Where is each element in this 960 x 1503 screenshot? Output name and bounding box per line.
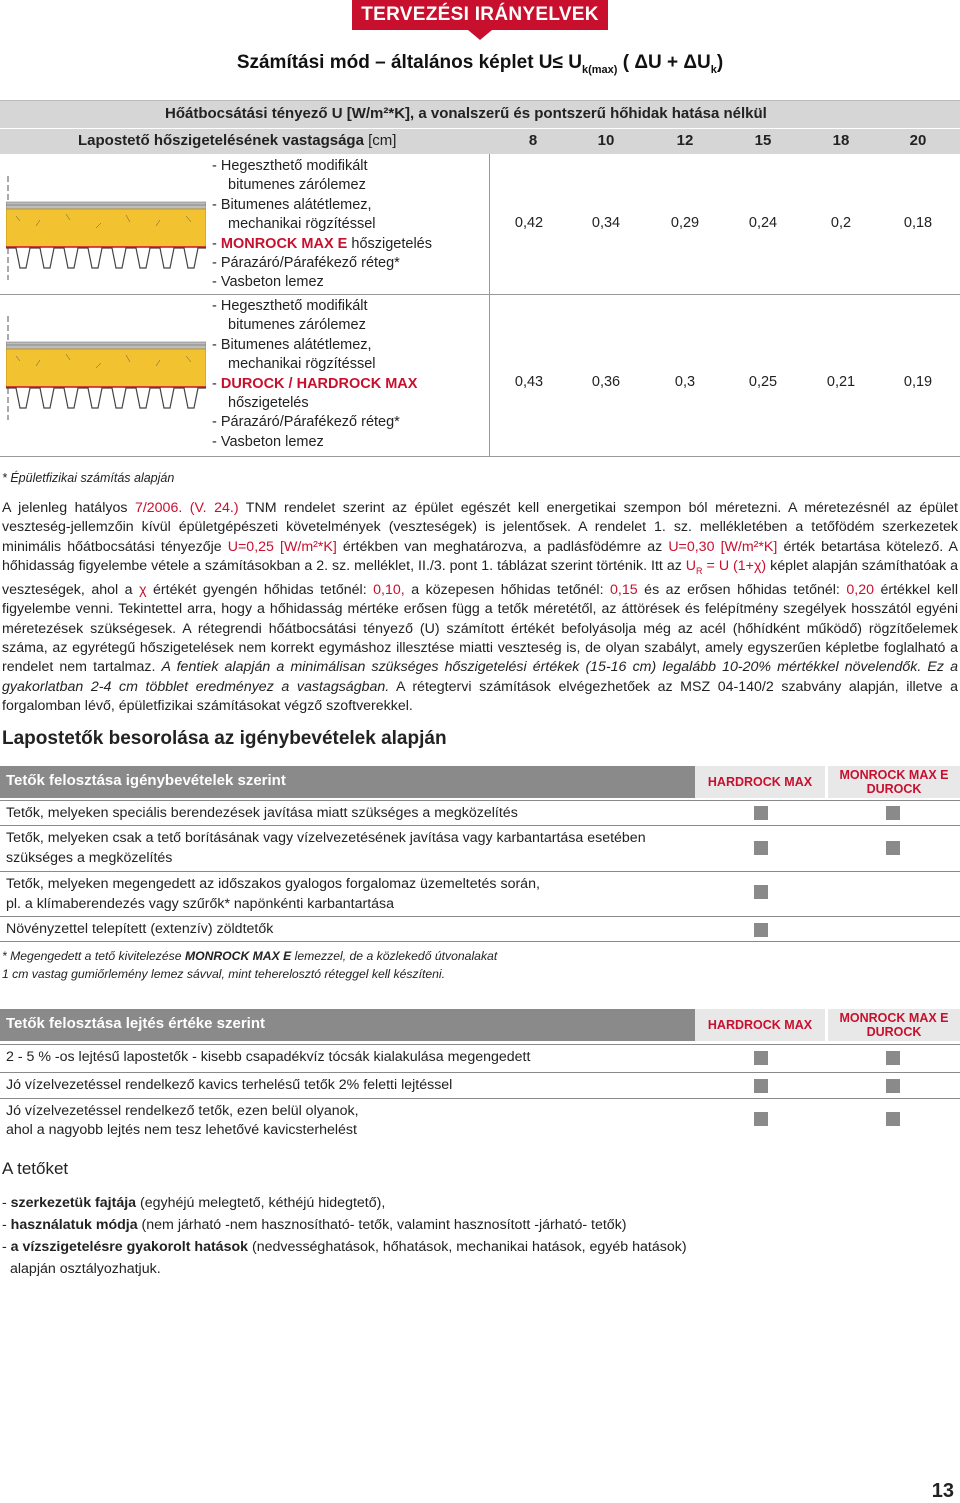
usage-table-header: Tetők felosztása igénybevételek szerint xyxy=(0,766,695,798)
slope-table-header: Tetők felosztása lejtés értéke szerint xyxy=(0,1009,695,1041)
formula-title: Számítási mód – általános képlet $U\le U_{k(max)}$ ( $\Delta U + \Delta U_k$) xyxy=(236,52,724,76)
section-title: Lapostetők besorolása az igénybevételek alapján xyxy=(2,728,447,749)
table-row: Tetők, melyeken speciális berendezések javítása miatt szükséges a megközelítés xyxy=(0,800,960,824)
col-hardrock: HARDROCK MAX xyxy=(695,766,825,798)
table-row: Jó vízelvezetéssel rendelkező kavics terhelésű tetők 2% feletti lejtéssel xyxy=(0,1072,960,1098)
thickness-15: 15 xyxy=(754,132,772,149)
list-item: - a vízszigetelésre gyakorolt hatások (nedvességhatások, hőhatások, mechanikai hatások, egyéb hatások) xyxy=(2,1239,687,1255)
thickness-10: 10 xyxy=(597,132,615,149)
header-notch xyxy=(468,30,492,40)
row-divider xyxy=(0,456,960,457)
body-paragraph: A jelenleg hatályos 7/2006. (V. 24.) TNM rendelet szerint az épület egészét kell energetikai szempon ból méretezni. A méretezésnél az épület veszteség-jellemzőin kívül épületgépészeti követelmények (veszteségek) is jelentősek. A rendelet 1. sz. mellékletében a tetőfödém szerkezetek minimális hőátbocsátási tényezője U=0,25 [W/m²*K] értékben van meghatározva, a padlásfödémre az U=0,30 [W/m²*K] érték betartása kötelező. A hőhidasság figyelembe vétele a számításokban a 2. sz. melléklet, II./3. pont 1. táblázat szerint történik. Itt az $U_R = U$ (1+χ) képlet alapján számíthatóak a veszteségek, ahol a χ értékét gyengén hőhidas tetőnél: 0,10, a közepesen hőhidas tetőnél: 0,15 és az erősen hőhidas tetőnél: 0,20 értékkel kell figyelembe venni. Tekintettel arra, hogy a hőhidasság mértéke erősen függ a tetők méretétől, az áttörések és felépítmény szegélyek hosszától egyéni méretezések szükségesek. A rétegrendi hőátbocsátási tényező (U) számított értékét befolyásolja még az acél (hőhídként működő) rögzítőelemek száma, az egyrétegű hőszigetelések nem korrekt egymáshoz illesztése miatti veszteség is, de olyan szabályt, amely egyszerűen képletbe foglalható a rendelet nem tartalmaz. A fentiek alapján a minimálisan szükséges hőszigetelési értékek (15-16 cm) legalább 10-20% mértékkel növelendők. Ez a gyakorlatban 2-4 cm többlet eredményez a vastagságban. A rétegtervi számítások elvégezhetőek az MSZ 04-140/2 szabvány alapján, illetve a forgalomban lévő, épületfizikai számításokat végző szoftverekkel. xyxy=(2,500,958,714)
roof-section-drawing-1 xyxy=(6,176,206,280)
thickness-label: Lapostető hőszigetelésének vastagsága [cm] xyxy=(78,132,397,149)
roof-section-drawing-2 xyxy=(6,316,206,420)
u-value-title-bar xyxy=(0,100,960,128)
check-square xyxy=(886,1079,900,1093)
thickness-bar xyxy=(0,128,960,154)
col-hardrock: HARDROCK MAX xyxy=(695,1009,825,1041)
table-row: Jó vízelvezetéssel rendelkező tetők, ezen belül olyanok, ahol a nagyobb lejtés nem tesz lehetővé kavicsterhelést xyxy=(0,1098,960,1142)
check-square xyxy=(754,1079,768,1093)
layers-row-1: - Hegeszthető modifikált bitumenes zárólemez - Bitumenes alátétlemez, mechanikai rögzítéssel - MONROCK MAX E hőszigetelés - Párazáró/Párafékező réteg* - Vasbeton lemez xyxy=(212,158,432,291)
check-square xyxy=(886,1051,900,1065)
table-row: Tetők, melyeken csak a tető borításának vagy vízelvezetésének javítása vagy karbantartása esetében szükséges a megközelítés xyxy=(0,825,960,870)
u-value-title: Hőátbocsátási tényező U [W/m²*K], a vonalszerű és pontszerű hőhidak hatása nélkül xyxy=(165,105,767,122)
thickness-12: 12 xyxy=(676,132,694,149)
classification-title: A tetőket xyxy=(2,1159,69,1178)
list-item: - használatuk módja (nem járható -nem hasznosítható- tetők, valamint hasznosított -járható- tetők) xyxy=(2,1217,627,1233)
row-divider xyxy=(0,294,960,295)
usage-footnote: * Megengedett a tető kivitelezése MONROCK MAX E lemezzel, de a közlekedő útvonalakat 1 cm vastag gumiőrlemény lemez sávval, mint teherelosztó réteggel kell készíteni. xyxy=(2,949,498,981)
check-square xyxy=(886,841,900,855)
col-monrock-durock: MONROCK MAX E DUROCK xyxy=(828,766,960,798)
table-row: 2 - 5 % -os lejtésű lapostetők - kisebb csapadékvíz tócsák kialakulása megengedett xyxy=(0,1044,960,1071)
page-number: 13 xyxy=(931,1480,954,1502)
section-header: TERVEZÉSI IRÁNYELVEK xyxy=(352,0,608,30)
check-square xyxy=(754,1051,768,1065)
table-footnote: * Épületfizikai számítás alapján xyxy=(2,471,175,485)
thickness-20: 20 xyxy=(909,132,927,149)
check-square xyxy=(754,806,768,820)
check-square xyxy=(886,1112,900,1126)
check-square xyxy=(754,1112,768,1126)
list-item: - szerkezetük fajtája (egyhéjú melegtető, kéthéjú hidegtető), xyxy=(2,1195,386,1211)
table-divider xyxy=(489,154,490,457)
check-square xyxy=(754,923,768,937)
check-square xyxy=(754,885,768,899)
check-square xyxy=(754,841,768,855)
thickness-18: 18 xyxy=(832,132,850,149)
layers-row-2: - Hegeszthető modifikált bitumenes zárólemez - Bitumenes alátétlemez, mechanikai rögzítéssel - DUROCK / HARDROCK MAX hőszigetelés - Párazáró/Párafékező réteg* - Vasbeton lemez xyxy=(212,298,418,450)
check-square xyxy=(886,806,900,820)
thickness-8: 8 xyxy=(528,132,538,149)
col-monrock-durock: MONROCK MAX E DUROCK xyxy=(828,1009,960,1041)
table-row: Tetők, melyeken megengedett az időszakos gyalogos forgalomaz üzemeltetés során, pl. a klímaberendezés vagy szűrők* napönkénti karbantartása xyxy=(0,871,960,915)
table-row: Növényzettel telepített (extenzív) zöldtetők xyxy=(0,916,960,942)
classification-list: - szerkezetük fajtája (egyhéjú melegtető, kéthéjú hidegtető), - használatuk módja (nem járható -nem hasznosítható- tetők, valamint hasznosított -járható- tetők) - a vízszigetelésre gyakorolt hatások (nedvességhatások, hőhatások, mechanikai hatások, egyéb hatások) alapján osztályozhatjuk. xyxy=(2,1192,687,1280)
